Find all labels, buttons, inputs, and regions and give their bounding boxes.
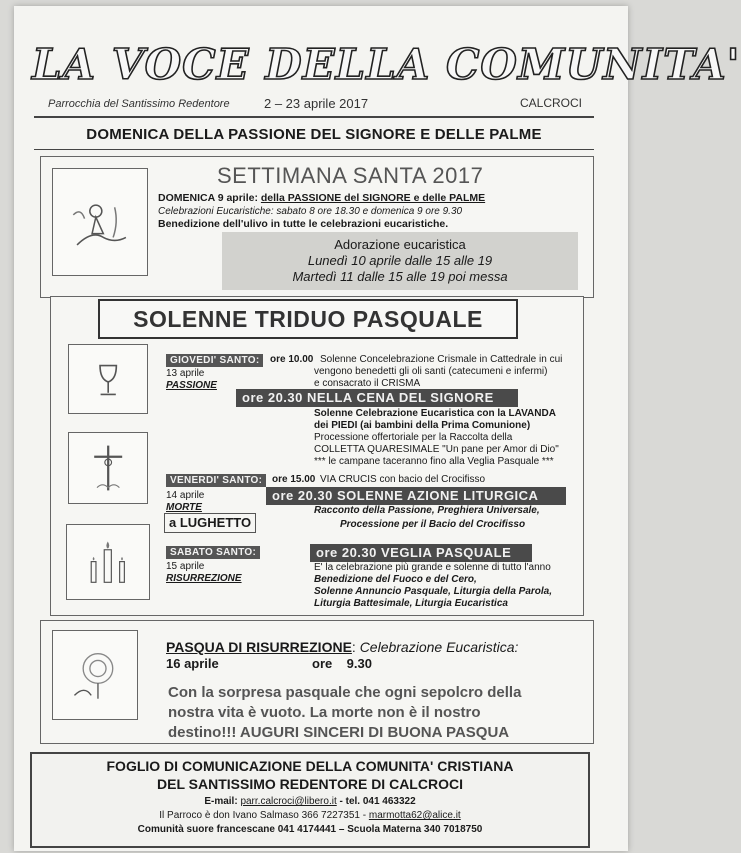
thursday-date: 13 aprile: [166, 368, 205, 379]
parroco-email-link[interactable]: marmotta62@alice.it: [368, 810, 461, 821]
greeting-line3: destino!!! AUGURI SINCERI DI BUONA PASQUA: [168, 724, 510, 741]
thursday-name: PASSIONE: [166, 380, 217, 391]
greeting-line2: nostra vita è vuoto. La morte non è il nostro: [168, 704, 481, 721]
easter-line: PASQUA DI RISURREZIONE: Celebrazione Eucaristica:: [166, 639, 519, 655]
saturday-date: 15 aprile: [166, 561, 205, 572]
footer-suore: Comunità suore francescane 041 4174441 – Scuola Materna 340 7018750: [137, 824, 483, 835]
friday-detail1: Racconto della Passione, Preghiera Universale,: [314, 505, 540, 516]
footer-line1: FOGLIO DI COMUNICAZIONE DELLA COMUNITA' CRISTIANA: [106, 758, 514, 774]
thursday-detail2: dei PIEDI (ai bambini della Prima Comunione): [314, 420, 531, 431]
candles-icon: [75, 532, 141, 591]
thursday-detail3: Processione offertoriale per la Raccolta della: [314, 432, 513, 443]
settimana-santa-title: SETTIMANA SANTA 2017: [217, 163, 484, 188]
chalice-icon: [77, 352, 139, 406]
palm-sunday-illustration: [52, 168, 148, 276]
footer-parroco: [30, 810, 590, 821]
saturday-detail1: E' la celebrazione più grande e solenne di tutto l'anno: [314, 562, 551, 573]
saturday-name: RISURREZIONE: [166, 573, 242, 584]
place-name: CALCROCI: [520, 96, 583, 110]
adoration-title: Adorazione eucaristica: [334, 237, 466, 252]
crucifix-illustration: [68, 432, 148, 504]
olive-blessing: Benedizione dell'ulivo in tutte le celebrazioni eucaristiche.: [158, 218, 449, 230]
friday-detail2: Processione per il Bacio del Crocifisso: [340, 519, 526, 530]
easter-vigil-illustration: [66, 524, 150, 600]
thursday-tag: GIOVEDI' SANTO:: [166, 354, 263, 367]
saturday-detail4: Liturgia Battesimale, Liturgia Eucaristica: [314, 598, 508, 609]
thursday-evening-band: ore 20.30 NELLA CENA DEL SIGNORE: [236, 389, 518, 407]
friday-date: 14 aprile: [166, 490, 205, 501]
resurrection-illustration: [52, 630, 138, 720]
adoration-tuesday: Martedì 11 dalle 15 alle 19 poi messa: [292, 269, 508, 284]
sunday-title: DOMENICA DELLA PASSIONE DEL SIGNORE E DELLE PALME: [86, 126, 542, 143]
easter-time: ore 9.30: [312, 656, 372, 671]
saturday-tag: SABATO SANTO:: [166, 546, 260, 559]
footer-contacts: [30, 796, 590, 807]
footer-line2: DEL SANTISSIMO REDENTORE DI CALCROCI: [157, 776, 463, 792]
divider: [34, 116, 594, 118]
friday-place: a LUGHETTO: [164, 513, 256, 533]
easter-greeting: [168, 683, 568, 743]
easter-title: PASQUA DI RISURREZIONE: [166, 639, 352, 655]
mass-times: Celebrazioni Eucaristiche: sabato 8 ore 18.30 e domenica 9 ore 9.30: [158, 206, 463, 217]
easter-celebration-label: Celebrazione Eucaristica:: [359, 639, 519, 655]
friday-name: MORTE: [166, 502, 202, 513]
adoration-monday: Lunedì 10 aprile dalle 15 alle 19: [307, 253, 493, 268]
jesus-donkey-icon: [62, 180, 137, 265]
friday-via-crucis: VIA CRUCIS con bacio del Crocifisso: [320, 474, 486, 485]
parish-name: Parrocchia del Santissimo Redentore: [48, 98, 230, 110]
crucifix-icon: [77, 440, 139, 496]
last-supper-illustration: [68, 344, 148, 414]
thursday-detail5: *** le campane taceranno fino alla Veglia Pasquale ***: [314, 456, 554, 467]
palm-sunday-label: DOMENICA 9 aprile:: [158, 192, 261, 204]
thursday-detail1: Solenne Celebrazione Eucaristica con la LAVANDA: [314, 408, 556, 419]
saturday-detail2: Benedizione del Fuoco e del Cero,: [314, 574, 477, 585]
palm-sunday-name: della PASSIONE del SIGNORE e delle PALME: [260, 192, 486, 204]
saturday-evening-band: ore 20.30 VEGLIA PASQUALE: [310, 544, 532, 562]
adoration-box: [222, 232, 578, 290]
issue-dates: 2 – 23 aprile 2017: [264, 96, 369, 111]
thursday-morning-text2: vengono benedetti gli oli santi (catecumeni e infermi): [314, 366, 548, 377]
resurrection-icon: [61, 640, 128, 710]
thursday-detail4: COLLETTA QUARESIMALE "Un pane per Amor di Dio": [314, 444, 559, 455]
palm-sunday-line: [158, 192, 485, 204]
parroco-text: Il Parroco è don Ivano Salmaso 366 7227351 -: [159, 810, 369, 821]
email-label: E-mail:: [204, 796, 238, 807]
thursday-morning-text3: e consacrato il CRISMA: [314, 378, 421, 389]
greeting-line1: Con la sorpresa pasquale che ogni sepolcro della: [168, 684, 522, 701]
easter-date: 16 aprile: [166, 656, 219, 671]
masthead-title: LA VOCE DELLA COMUNITA': [32, 40, 741, 89]
saturday-detail3: Solenne Annuncio Pasquale, Liturgia della Parola,: [314, 586, 553, 597]
triduo-title: SOLENNE TRIDUO PASQUALE: [98, 299, 518, 339]
thursday-morning-text1: Solenne Concelebrazione Crismale in Cattedrale in cui: [320, 354, 563, 365]
thursday-morning-time: ore 10.00: [270, 354, 314, 365]
parish-phone: - tel. 041 463322: [336, 796, 416, 807]
divider: [34, 149, 594, 150]
friday-afternoon-time: ore 15.00: [272, 474, 316, 485]
friday-evening-band: ore 20.30 SOLENNE AZIONE LITURGICA: [266, 487, 566, 505]
parish-email-link[interactable]: parr.calcroci@libero.it: [240, 796, 337, 807]
friday-tag: VENERDI' SANTO:: [166, 474, 266, 487]
